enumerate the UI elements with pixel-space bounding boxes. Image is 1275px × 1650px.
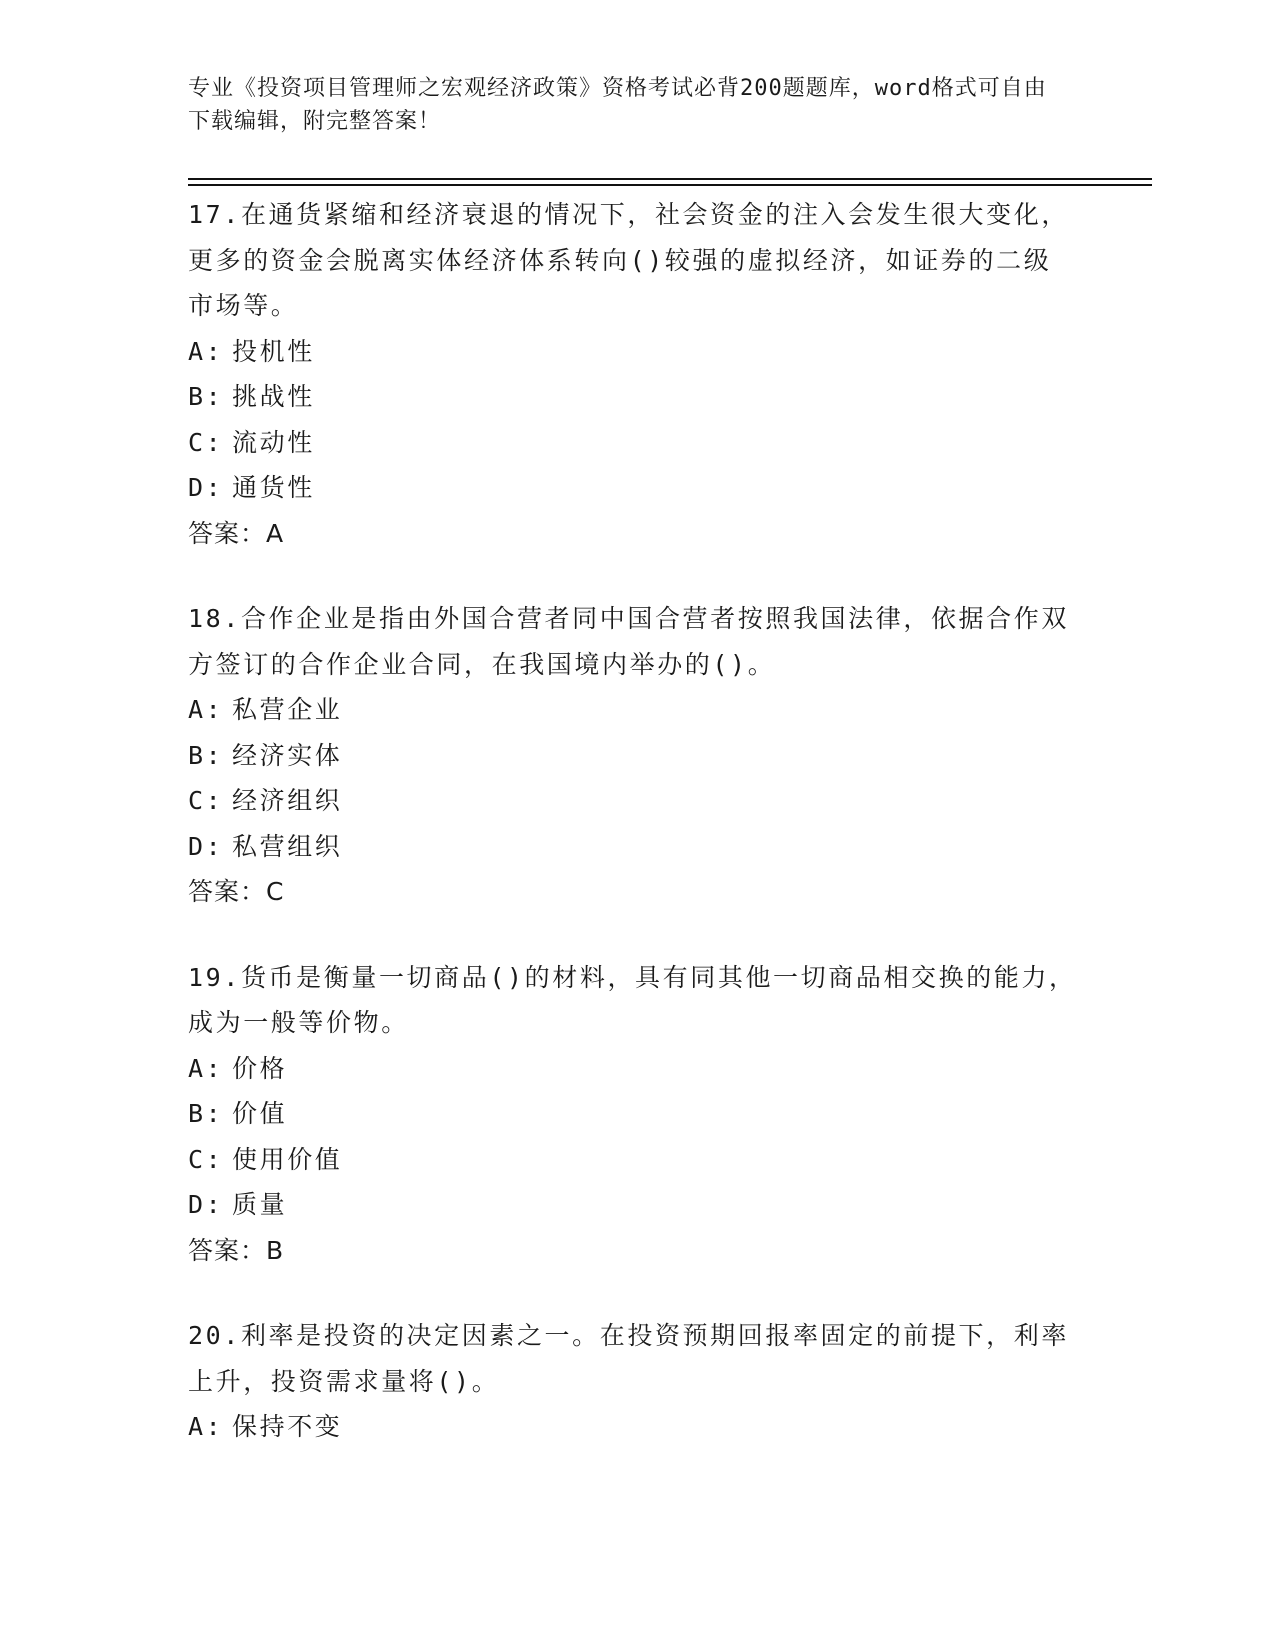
option-text: 质量 bbox=[232, 1190, 288, 1219]
option-text: 投机性 bbox=[232, 336, 315, 366]
header-divider-bottom bbox=[188, 184, 1152, 186]
option-b bbox=[188, 374, 1088, 420]
answer-line: 答案：C bbox=[188, 877, 285, 906]
option-text: 挑战性 bbox=[232, 382, 315, 411]
option-d bbox=[188, 465, 1088, 511]
option-letter: B: bbox=[188, 382, 224, 411]
option-text: 价格 bbox=[232, 1053, 288, 1083]
question-18 bbox=[188, 596, 1088, 915]
option-letter: A: bbox=[188, 336, 224, 366]
option-text: 私营组织 bbox=[232, 831, 343, 861]
option-a bbox=[188, 687, 1088, 733]
option-letter: D: bbox=[188, 831, 224, 861]
option-a bbox=[188, 1404, 1088, 1450]
question-list bbox=[188, 192, 1088, 1490]
question-17 bbox=[188, 192, 1088, 556]
option-text: 保持不变 bbox=[232, 1412, 343, 1441]
option-letter: C: bbox=[188, 427, 224, 457]
option-text: 流动性 bbox=[232, 427, 315, 457]
option-text: 通货性 bbox=[232, 473, 315, 502]
question-text: 19.货币是衡量一切商品()的材料，具有同其他一切商品相交换的能力，成为一般等价物。 bbox=[188, 962, 1077, 1037]
option-letter: D: bbox=[188, 1190, 224, 1219]
option-c bbox=[188, 778, 1088, 824]
question-text: 17.在通货紧缩和经济衰退的情况下，社会资金的注入会发生很大变化，更多的资金会脱离实体经济体系转向()较强的虚拟经济，如证券的二级市场等。 bbox=[188, 200, 1069, 320]
document-intro: 专业《投资项目管理师之宏观经济政策》资格考试必背200题题库，word格式可自由下载编辑，附完整答案！ bbox=[188, 76, 1047, 134]
option-letter: A: bbox=[188, 1053, 224, 1083]
question-20 bbox=[188, 1313, 1088, 1450]
option-text: 价值 bbox=[232, 1099, 288, 1128]
option-text: 使用价值 bbox=[232, 1144, 343, 1174]
option-a bbox=[188, 1046, 1088, 1092]
option-text: 经济组织 bbox=[232, 786, 343, 815]
option-c bbox=[188, 420, 1088, 466]
option-c bbox=[188, 1137, 1088, 1183]
option-letter: C: bbox=[188, 786, 224, 815]
answer-line: 答案：A bbox=[188, 518, 285, 548]
header-divider-top bbox=[188, 178, 1152, 180]
option-d bbox=[188, 824, 1088, 870]
option-text: 私营企业 bbox=[232, 695, 343, 724]
question-text: 18.合作企业是指由外国合营者同中国合营者按照我国法律，依据合作双方签订的合作企业合同，在我国境内举办的()。 bbox=[188, 604, 1069, 679]
option-b bbox=[188, 1091, 1088, 1137]
option-letter: B: bbox=[188, 740, 224, 770]
option-letter: D: bbox=[188, 473, 224, 502]
question-text: 20.利率是投资的决定因素之一。在投资预期回报率固定的前提下，利率上升，投资需求量将()。 bbox=[188, 1321, 1069, 1396]
option-text: 经济实体 bbox=[232, 740, 343, 770]
option-letter: A: bbox=[188, 1412, 224, 1441]
option-letter: C: bbox=[188, 1144, 224, 1174]
option-b bbox=[188, 733, 1088, 779]
option-letter: B: bbox=[188, 1099, 224, 1128]
question-19 bbox=[188, 955, 1088, 1274]
option-a bbox=[188, 329, 1088, 375]
option-letter: A: bbox=[188, 695, 224, 724]
answer-line: 答案：B bbox=[188, 1235, 285, 1265]
option-d bbox=[188, 1182, 1088, 1228]
